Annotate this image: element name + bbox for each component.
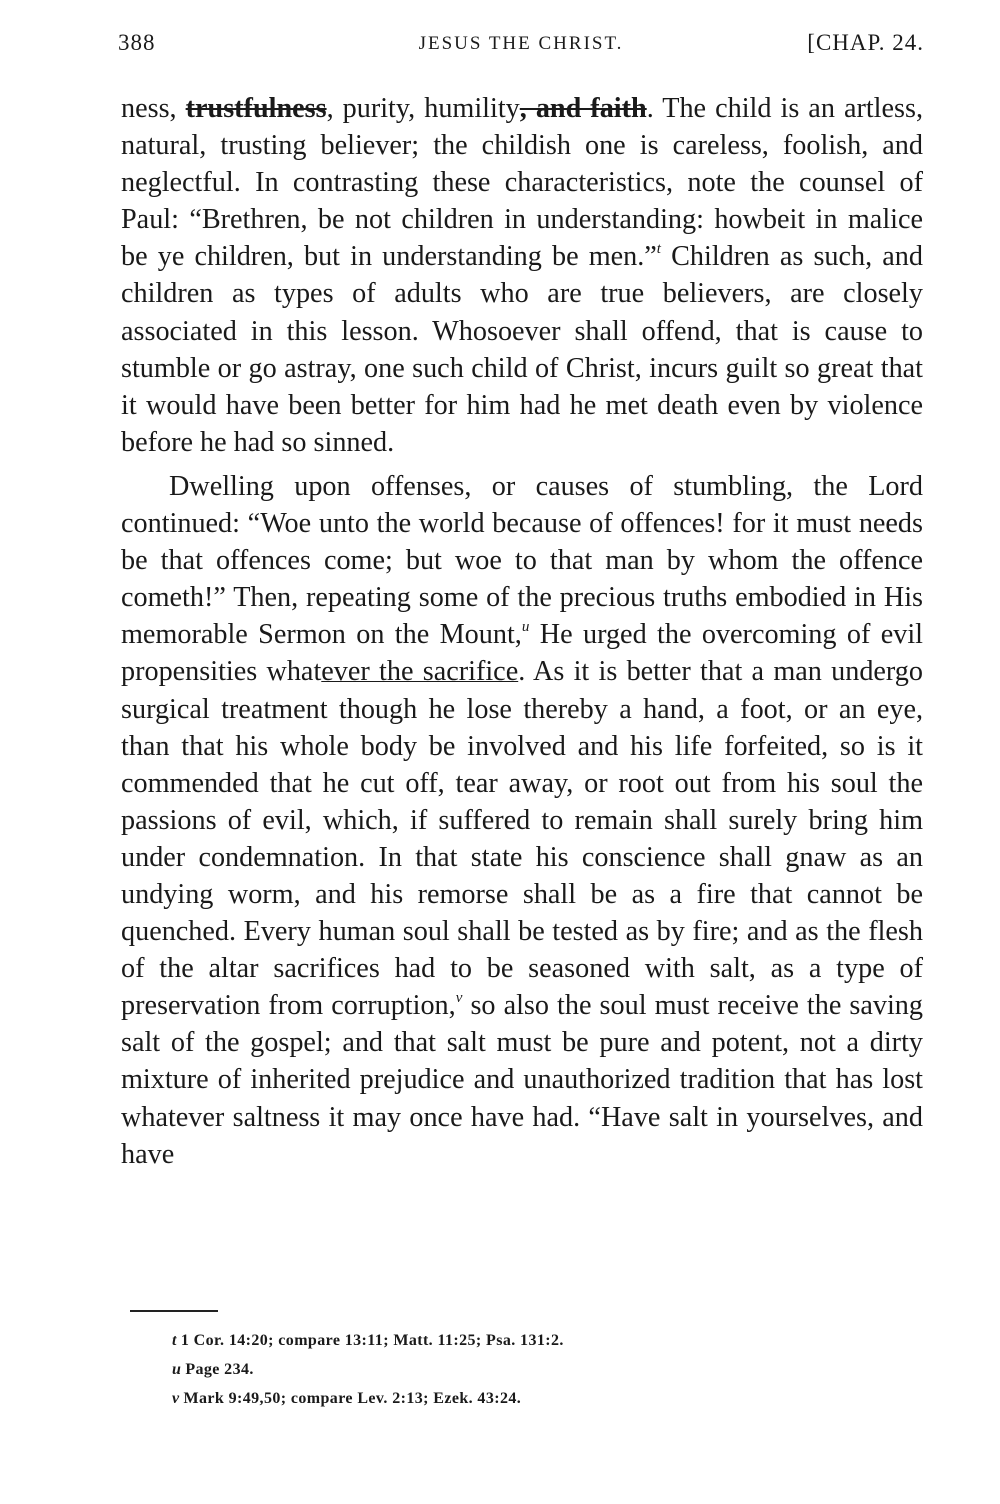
underlined-phrase: ever the sacrifice (321, 656, 519, 688)
struck-word: trustfulness (185, 93, 327, 124)
footnote-ref-v: v (455, 990, 463, 1007)
footnote-v: v Mark 9:49,50; compare Lev. 2:13; Ezek. 43:24. (172, 1390, 522, 1407)
footnote-divider (130, 1310, 218, 1312)
struck-phrase: , and faith (519, 93, 647, 124)
footnote-ref-t: t (656, 241, 661, 258)
book-title: JESUS THE CHRIST. (418, 33, 624, 54)
chapter-label: [CHAP. 24. (807, 30, 924, 55)
paragraph-offenses: Dwelling upon offenses, or causes of stumbling, the Lord continued: “Woe unto the world because of offences! for it must needs be that offences come; but woe to that man by whom the offence cometh!” Then, repeating some of the precious truths embodied in His memorable Sermon on the Mount,$^u$ He urged the overcoming of evil propensities whatever the sacrifice. As it is better that a man undergo surgical treatment though he lose thereby a hand, a foot, or an eye, than that his whole body be involved and his life forfeited, so is it commended that he cut off, tear away, or root out from his soul the passions of evil, which, if suffered to remain shall surely bring him under condemnation. In that state his conscience shall gnaw as an undying worm, and his remorse shall be as a fire that cannot be quenched. Every human soul shall be tested as by fire; and as the flesh of the altar sacrifices had to be seasoned with salt, as a type of preservation from corruption,$^v$ so also the soul must receive the saving salt of the gospel; and that salt must be pure and potent, not a dirty mixture of inherited prejudice and unauthorized tradition that has lost whatever saltness it may once have had. “Have salt in yourselves, and have (121, 470, 924, 1170)
footnote-u: u Page 234. (172, 1361, 254, 1378)
body-text (121, 90, 923, 1173)
paragraph-continuation: ness, trustfulness, purity, humility, and faith. The child is an artless, natural, trusting believer; the childish one is careless, foolish, and neglectful. In contrasting these characteristics, note the counsel of Paul: “Brethren, be not children in understanding: howbeit in malice be ye children, but in understanding be men.”$^t$ Children as such, and children as types of adults who are true believers, are closely associated in this lesson. Whosoever shall offend, that is cause to stumble or go astray, one such child of Christ, incurs guilt so great that it would have been better for him had he met death even by violence before he had so sinned. (121, 93, 923, 458)
footnotes (172, 1326, 912, 1413)
footnote-t: t 1 Cor. 14:20; compare 13:11; Matt. 11:25; Psa. 131:2. (172, 1332, 564, 1349)
running-header (118, 30, 924, 64)
page-number: 388 (118, 30, 156, 55)
footnote-ref-u: u (521, 619, 530, 636)
